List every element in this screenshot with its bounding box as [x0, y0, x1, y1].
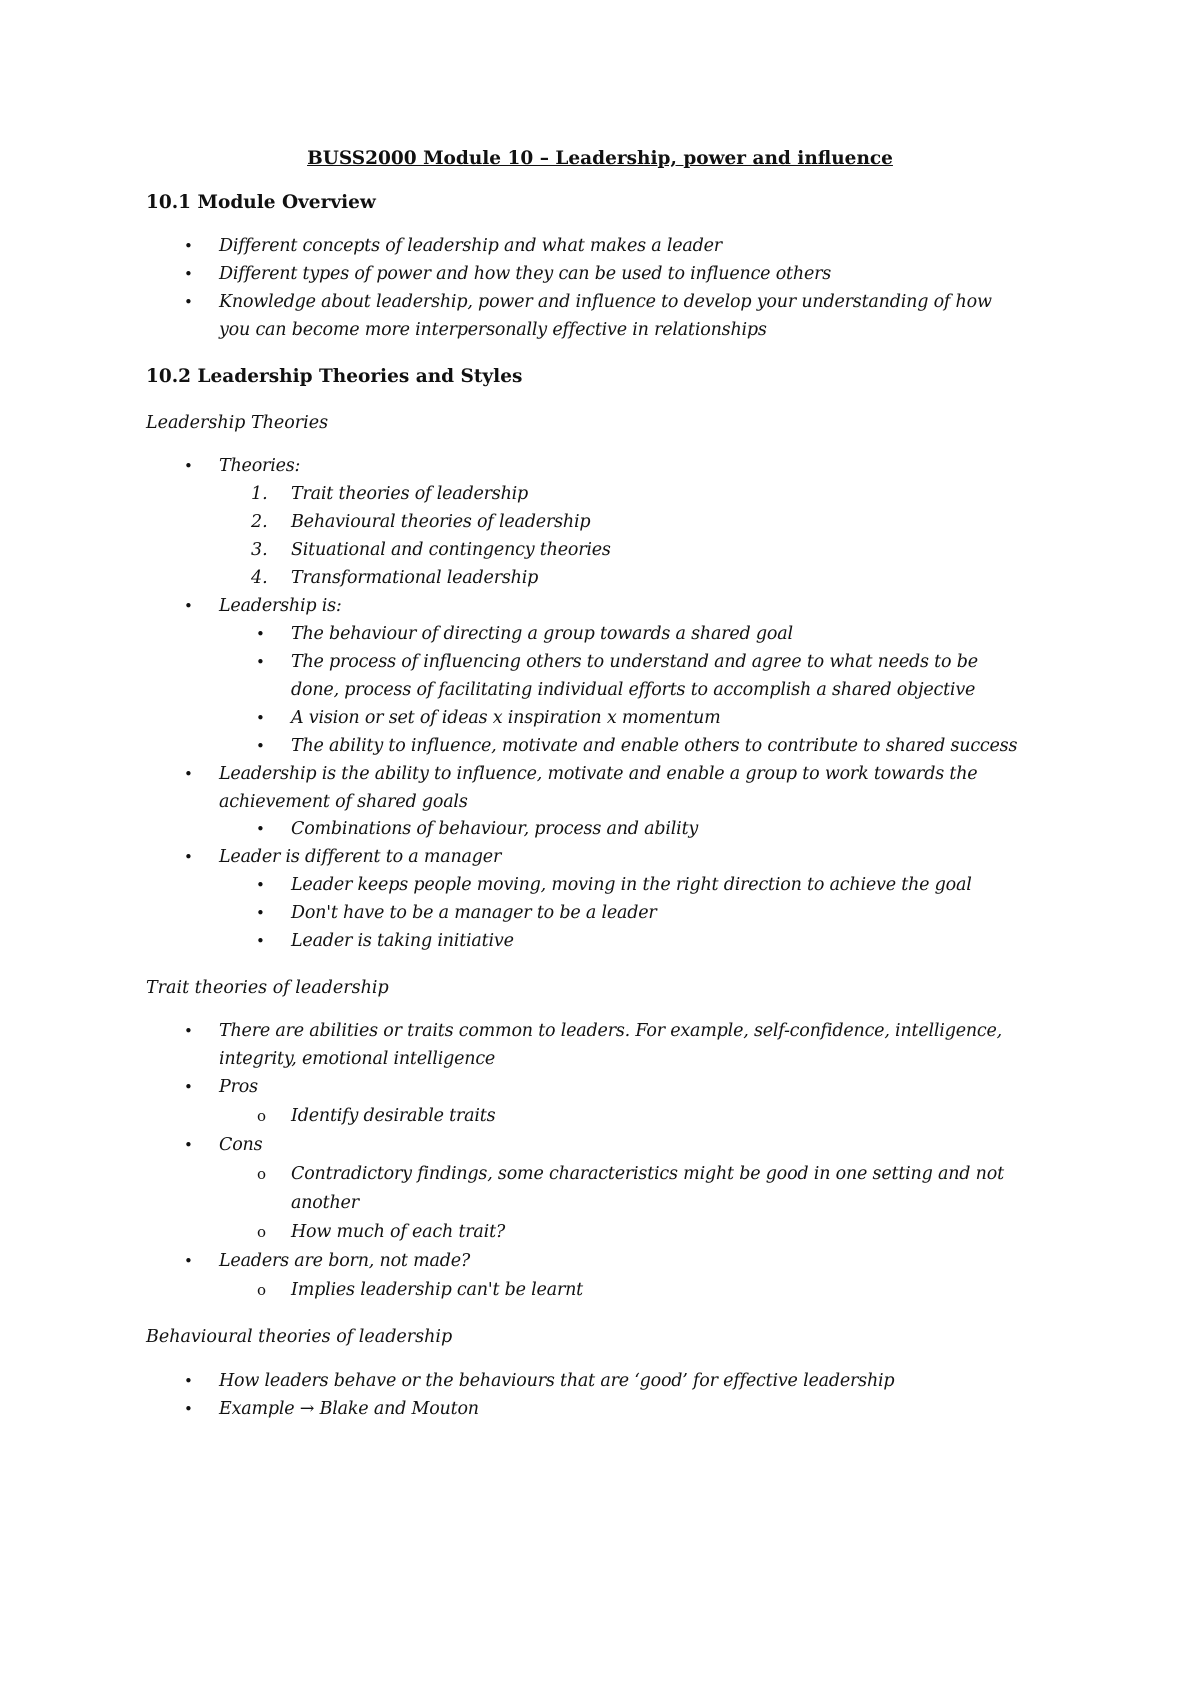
trait-cons: Cons: [219, 1135, 263, 1155]
leadership-is-label: Leadership is:: [219, 596, 342, 616]
trait-pros: Pros: [219, 1077, 258, 1097]
bullet-marker: •: [256, 653, 265, 671]
number-marker: 2.: [251, 512, 268, 532]
leadership-is-2-cont: done, process of facilitating individual efforts to accomplish a shared objective: [291, 680, 976, 700]
bullet-marker: •: [184, 1136, 193, 1154]
number-marker: 1.: [251, 484, 268, 504]
bullet-marker: •: [256, 904, 265, 922]
overview-bullet-3: Knowledge about leadership, power and influence to develop your understanding of how: [219, 292, 992, 312]
section-heading-overview: 10.1 Module Overview: [146, 192, 376, 213]
circle-marker: o: [257, 1223, 267, 1241]
trait-cons-2: How much of each trait?: [291, 1222, 506, 1242]
leader-diff-1: Leader keeps people moving, moving in the right direction to achieve the goal: [291, 875, 972, 895]
bullet-marker: •: [184, 293, 193, 311]
bullet-marker: •: [184, 1252, 193, 1270]
number-marker: 3.: [251, 540, 268, 560]
bullet-marker: •: [184, 237, 193, 255]
bullet-marker: •: [184, 597, 193, 615]
bullet-marker: •: [184, 1078, 193, 1096]
overview-bullet-3-cont: you can become more interpersonally effective in relationships: [219, 320, 767, 340]
theory-item-4: Transformational leadership: [291, 568, 539, 588]
bullet-marker: •: [256, 625, 265, 643]
trait-born-1: Implies leadership can't be learnt: [291, 1280, 584, 1300]
subheading-leadership-theories: Leadership Theories: [146, 413, 329, 433]
ability-bullet: Leadership is the ability to influence, motivate and enable a group to work towards the: [219, 764, 978, 784]
circle-marker: o: [257, 1281, 267, 1299]
number-marker: 4.: [251, 568, 268, 588]
behavioural-bullet-2: Example → Blake and Mouton: [219, 1399, 479, 1419]
section-heading-theories: 10.2 Leadership Theories and Styles: [146, 366, 523, 387]
bullet-marker: •: [256, 932, 265, 950]
bullet-marker: •: [256, 737, 265, 755]
bullet-marker: •: [184, 265, 193, 283]
bullet-marker: •: [184, 848, 193, 866]
subheading-behavioural-theories: Behavioural theories of leadership: [146, 1327, 453, 1347]
theory-item-3: Situational and contingency theories: [291, 540, 611, 560]
trait-cons-1-cont: another: [291, 1193, 359, 1213]
bullet-marker: •: [184, 1022, 193, 1040]
ability-bullet-cont: achievement of shared goals: [219, 792, 468, 812]
bullet-marker: •: [256, 709, 265, 727]
trait-cons-1: Contradictory findings, some characteristics might be good in one setting and not: [291, 1164, 1004, 1184]
bullet-marker: •: [184, 457, 193, 475]
ability-sub: Combinations of behaviour, process and ability: [291, 819, 699, 839]
leadership-is-1: The behaviour of directing a group towards a shared goal: [291, 624, 793, 644]
leader-diff-2: Don't have to be a manager to be a leader: [291, 903, 657, 923]
theories-label: Theories:: [219, 456, 301, 476]
overview-bullet-2: Different types of power and how they can be used to influence others: [219, 264, 832, 284]
circle-marker: o: [257, 1165, 267, 1183]
bullet-marker: •: [184, 1400, 193, 1418]
bullet-marker: •: [184, 765, 193, 783]
overview-bullet-1: Different concepts of leadership and what makes a leader: [219, 236, 722, 256]
trait-bullet-1: There are abilities or traits common to leaders. For example, self-confidence, intelligence,: [219, 1021, 1003, 1041]
trait-pros-1: Identify desirable traits: [291, 1106, 496, 1126]
subheading-trait-theories: Trait theories of leadership: [146, 978, 389, 998]
bullet-marker: •: [256, 876, 265, 894]
leader-diff-3: Leader is taking initiative: [291, 931, 514, 951]
trait-bullet-1-cont: integrity, emotional intelligence: [219, 1049, 496, 1069]
circle-marker: o: [257, 1107, 267, 1125]
leadership-is-3: A vision or set of ideas x inspiration x momentum: [291, 708, 721, 728]
trait-born: Leaders are born, not made?: [219, 1251, 471, 1271]
bullet-marker: •: [184, 1372, 193, 1390]
leadership-is-4: The ability to influence, motivate and enable others to contribute to shared success: [291, 736, 1018, 756]
theory-item-2: Behavioural theories of leadership: [291, 512, 591, 532]
document-title: BUSS2000 Module 10 – Leadership, power and influence: [307, 148, 893, 169]
behavioural-bullet-1: How leaders behave or the behaviours that are ‘good’ for effective leadership: [219, 1371, 895, 1391]
bullet-marker: •: [256, 820, 265, 838]
leadership-is-2: The process of influencing others to understand and agree to what needs to be: [291, 652, 978, 672]
theory-item-1: Trait theories of leadership: [291, 484, 529, 504]
leader-diff-bullet: Leader is different to a manager: [219, 847, 502, 867]
